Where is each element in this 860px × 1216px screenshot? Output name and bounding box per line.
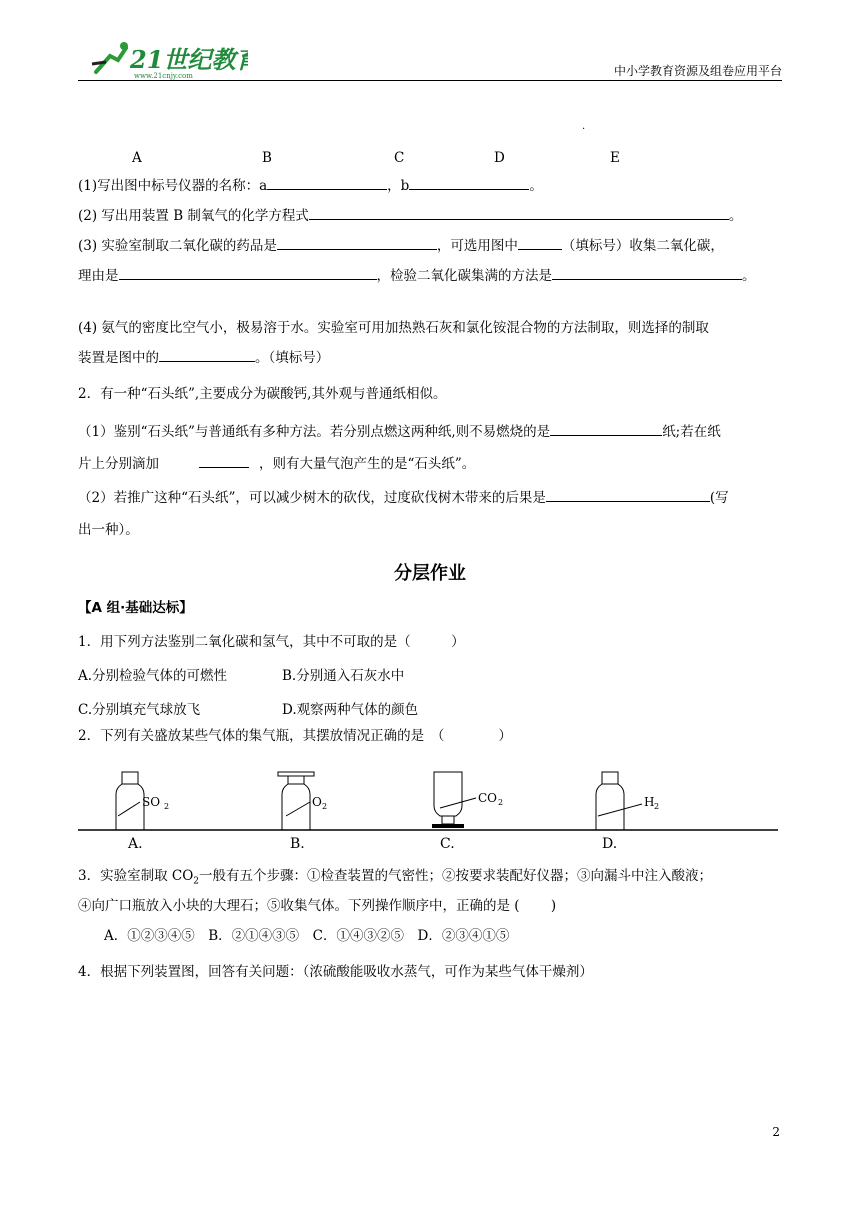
bottle-a-sub: 2 xyxy=(164,802,170,811)
q1-part4-line2: 装置是图中的 。（填标号） xyxy=(78,346,329,368)
bottle-b-gas: O xyxy=(312,795,322,809)
bottle-c-label: C. xyxy=(440,836,455,852)
page-number: 2 xyxy=(772,1125,780,1139)
figure-dot: . xyxy=(582,121,586,132)
figure-label-b: B xyxy=(262,150,272,166)
bottle-b xyxy=(278,772,327,852)
header-divider xyxy=(78,80,782,81)
figure-label-a: A xyxy=(132,150,142,166)
logo xyxy=(88,40,248,80)
figure-label-c: C xyxy=(394,150,405,166)
q1-part4-line1: (4) 氨气的密度比空气小，极易溶于水。实验室可用加热熟石灰和氯化铵混合物的方法制取，则选择的制取 xyxy=(78,320,709,336)
blank-method[interactable] xyxy=(552,264,742,280)
q2-part2-line2: 出一种）。 xyxy=(78,522,139,538)
bottle-d-label: D. xyxy=(602,836,618,852)
blank-reason[interactable] xyxy=(119,264,377,280)
bottle-c-gas: CO xyxy=(478,791,498,805)
hw3-stem-line1: 3．实验室制取 $CO_2$一般有五个步骤：①检查装置的气密性；②按要求装配好仪器；③向漏斗中注入酸液； xyxy=(78,868,713,887)
gas-bottles-figure xyxy=(78,766,778,854)
hw4-stem: 4．根据下列装置图，回答有关问题：（浓硫酸能吸收水蒸气，可作为某些气体干燥剂） xyxy=(78,964,593,980)
blank-ammonia[interactable] xyxy=(159,346,255,362)
q1-part3-line2: 理由是 ，检验二氧化碳集满的方法是 。 xyxy=(78,264,756,286)
blank-b[interactable] xyxy=(409,174,529,190)
platform-name: 中小学教育资源及组卷应用平台 xyxy=(613,64,782,78)
hw1-option-d: D.观察两种气体的颜色 xyxy=(282,702,419,718)
blank-paper[interactable] xyxy=(550,420,662,436)
logo-runner-icon xyxy=(88,40,248,80)
hw1-option-b: B.分别通入石灰水中 xyxy=(282,668,405,684)
figure-label-e: E xyxy=(610,150,620,166)
hw3-stem-line2: ④向广口瓶放入小块的大理石；⑤收集气体。下列操作顺序中，正确的是 ( ) xyxy=(78,898,557,914)
bottle-b-sub: 2 xyxy=(322,802,328,811)
logo-text: 21世纪教育 xyxy=(130,45,248,74)
logo-url: www.21cnjy.com xyxy=(134,72,193,80)
blank-equation[interactable] xyxy=(309,204,729,220)
bottle-b-label: B. xyxy=(290,836,305,852)
blank-collect[interactable] xyxy=(518,234,562,250)
q1-part1: (1)写出图中标号仪器的名称：a ，b 。 xyxy=(78,174,543,196)
hw1-stem: 1．用下列方法鉴别二氧化碳和氢气，其中不可取的是（ ） xyxy=(78,634,465,650)
bottle-a-gas: SO xyxy=(142,795,161,809)
blank-reagents[interactable] xyxy=(277,234,437,250)
bottle-d xyxy=(596,772,659,852)
hw1-option-c: C.分别填充气球放飞 xyxy=(78,702,201,718)
bottle-a-label: A. xyxy=(128,836,143,852)
blank-a[interactable] xyxy=(267,174,387,190)
figure-label-d: D xyxy=(494,150,505,166)
hw1-option-a: A.分别检验气体的可燃性 xyxy=(78,668,228,684)
hw3-options: A．①②③④⑤ B．②①④③⑤ C．①④③②⑤ D．②③④①⑤ xyxy=(104,928,510,944)
blank-consequence[interactable] xyxy=(546,486,710,502)
blank-reagent[interactable] xyxy=(199,452,249,468)
bottle-a xyxy=(116,772,169,852)
bottle-c xyxy=(432,772,503,852)
section-title: 分层作业 xyxy=(394,563,466,584)
q2-part1-line2: 片上分别滴加 ，则有大量气泡产生的是“石头纸”。 xyxy=(78,452,475,474)
hw2-stem: 2．下列有关盛放某些气体的集气瓶，其摆放情况正确的是 （ ） xyxy=(78,728,512,744)
q2-part1-line1: （1）鉴别“石头纸”与普通纸有多种方法。若分别点燃这两种纸,则不易燃烧的是 纸;若在纸 xyxy=(78,420,721,442)
bottle-d-gas: H xyxy=(644,795,655,809)
q2-stem: 2．有一种“石头纸”,主要成分为碳酸钙,其外观与普通纸相似。 xyxy=(78,386,447,402)
q1-part3-line1: (3) 实验室制取二氧化碳的药品是 ，可选用图中 （填标号）收集二氧化碳， xyxy=(78,234,724,256)
bottle-c-sub: 2 xyxy=(498,798,504,807)
bottle-d-sub: 2 xyxy=(654,802,660,811)
q2-part2-line1: （2）若推广这种“石头纸”，可以减少树木的砍伐，过度砍伐树木带来的后果是 (写 xyxy=(78,486,729,508)
q1-part2: (2) 写出用装置 B 制氧气的化学方程式 。 xyxy=(78,204,742,226)
group-a-title: 【A 组·基础达标】 xyxy=(78,600,193,616)
